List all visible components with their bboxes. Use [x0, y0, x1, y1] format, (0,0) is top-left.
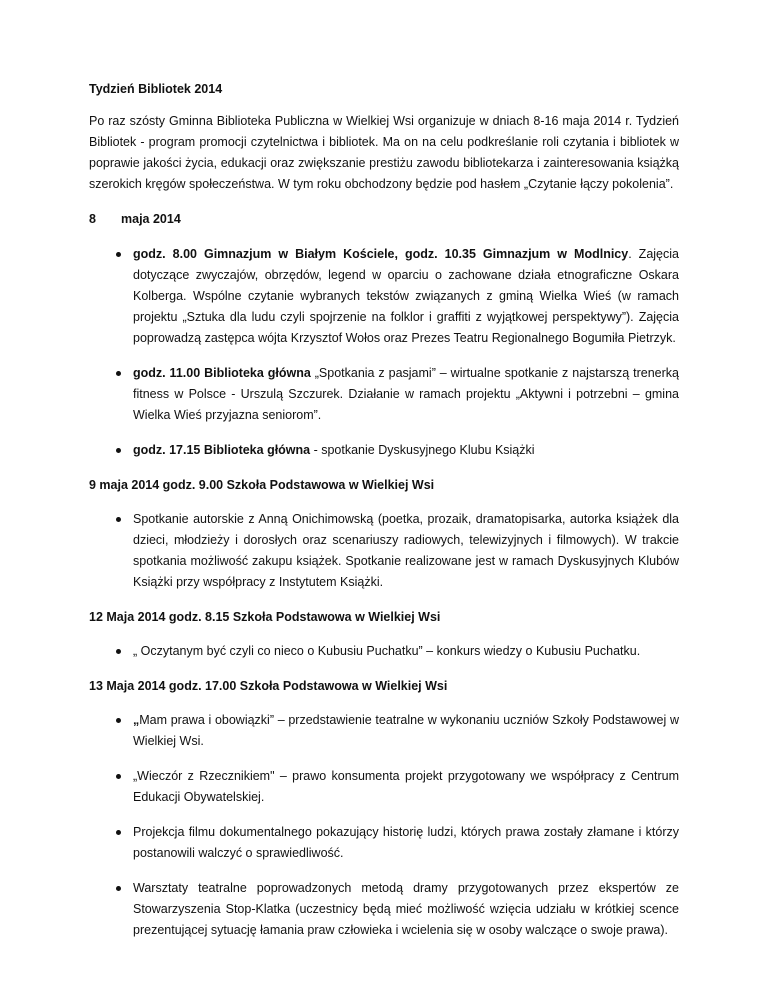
item-description: Projekcja filmu dokumentalnego pokazujący historię ludzi, których prawa zostały złamane i którzy postanowili walczyć o sprawiedliwość.: [133, 825, 679, 860]
item-time-place: godz. 11.00 Biblioteka główna: [133, 366, 311, 380]
list-item: [89, 766, 679, 808]
item-quote-mark: „: [133, 713, 140, 727]
item-description: . Zajęcia dotyczące zwyczajów, obrzędów, legend w oparciu o zachowane działa etnograficzne Oskara Kolberga. Wspólne czytanie wybranych tekstów związanych z gminą Wielka Wieś (w ramach projektu „Sztuka dla ludu czyli spojrzenie na folklor i graffiti z wyjątkowej perspektywy”). Zajęcia poprowadzą zastępca wójta Krzysztof Wołos oraz Prezes Teatru Regionalnego Bogumiła Pietrzyk.: [133, 247, 679, 345]
item-description: Warsztaty teatralne poprowadzonych metodą dramy przygotowanych przez ekspertów ze Stowarzyszenia Stop-Klatka (uczestnicy będą mieć możliwość wzięcia udziału w krótkiej scence prezentującej sytuację łamania praw człowieka i wcielenia się w osoby walczące o swoje prawa).: [133, 881, 679, 937]
intro-paragraph: Po raz szósty Gminna Biblioteka Publiczna w Wielkiej Wsi organizuje w dniach 8-16 maja 2014 r. Tydzień Bibliotek - program promocji czytelnictwa i bibliotek. Ma on na celu podkreślanie roli czytania i bibliotek w poprawie jakości życia, edukacji oraz zwiększanie prestiżu zawodu bibliotekarza i zainteresowania książką szerokich kręgów społeczeństwa. W tym roku obchodzony będzie pod hasłem „Czytanie łączy pokolenia”.: [89, 114, 679, 191]
bullet-icon: [116, 774, 121, 779]
list-item: [89, 822, 679, 864]
day12-list: [89, 641, 679, 662]
list-item: [89, 641, 679, 662]
item-description: Mam prawa i obowiązki” – przedstawienie teatralne w wykonaniu uczniów Szkoły Podstawowej w Wielkiej Wsi.: [133, 713, 679, 748]
list-item: [89, 509, 679, 593]
item-description: „ Oczytanym być czyli co nieco o Kubusiu Puchatku” – konkurs wiedzy o Kubusiu Puchatku.: [133, 644, 641, 658]
document-body: [89, 79, 679, 955]
day9-list: [89, 509, 679, 593]
bullet-icon: [116, 517, 121, 522]
day8-list: [89, 244, 679, 461]
bullet-icon: [116, 371, 121, 376]
bullet-icon: [116, 830, 121, 835]
bullet-icon: [116, 448, 121, 453]
list-item: [89, 440, 679, 461]
document-title: Tydzień Bibliotek 2014: [89, 82, 223, 96]
section-heading-13-maja: 13 Maja 2014 godz. 17.00 Szkoła Podstawowa w Wielkiej Wsi: [89, 679, 448, 693]
list-item: [89, 878, 679, 941]
bullet-icon: [116, 718, 121, 723]
item-description: Spotkanie autorskie z Anną Onichimowską (poetka, prozaik, dramatopisarka, autorka książek dla dzieci, młodzieży i dorosłych oraz scenariuszy radiowych, telewizyjnych i filmowych). W trakcie spotkania możliwość zakupu książek. Spotkanie realizowane jest w ramach Dyskusyjnych Klubów Książki przy współpracy z Instytutem Książki.: [133, 512, 679, 589]
list-item: [89, 244, 679, 349]
day-number: 8: [89, 212, 96, 226]
item-description: - spotkanie Dyskusyjnego Klubu Książki: [310, 443, 535, 457]
bullet-icon: [116, 886, 121, 891]
day-label: maja 2014: [121, 212, 181, 226]
list-item: [89, 363, 679, 426]
list-item: [89, 710, 679, 752]
item-time-place: godz. 17.15 Biblioteka główna: [133, 443, 311, 457]
item-description: „Spotkania z pasjami” – wirtualne spotkanie z najstarszą trenerką fitness w Polsce - Urszulą Szczurek. Działanie w ramach projektu „Aktywni i potrzebni – gmina Wielka Wieś przyjazna seniorom”.: [133, 366, 679, 422]
item-time-place: godz. 8.00 Gimnazjum w Białym Kościele, godz. 10.35 Gimnazjum w Modlnicy: [133, 247, 629, 261]
item-description: „Wieczór z Rzecznikiem" – prawo konsumenta projekt przygotowany we współpracy z Centrum Edukacji Obywatelskiej.: [133, 769, 679, 804]
section-heading-9-maja: 9 maja 2014 godz. 9.00 Szkoła Podstawowa w Wielkiej Wsi: [89, 478, 435, 492]
section-heading-12-maja: 12 Maja 2014 godz. 8.15 Szkoła Podstawowa w Wielkiej Wsi: [89, 610, 441, 624]
section-heading-8-maja: [89, 209, 679, 230]
bullet-icon: [116, 252, 121, 257]
bullet-icon: [116, 649, 121, 654]
day13-list: [89, 710, 679, 941]
